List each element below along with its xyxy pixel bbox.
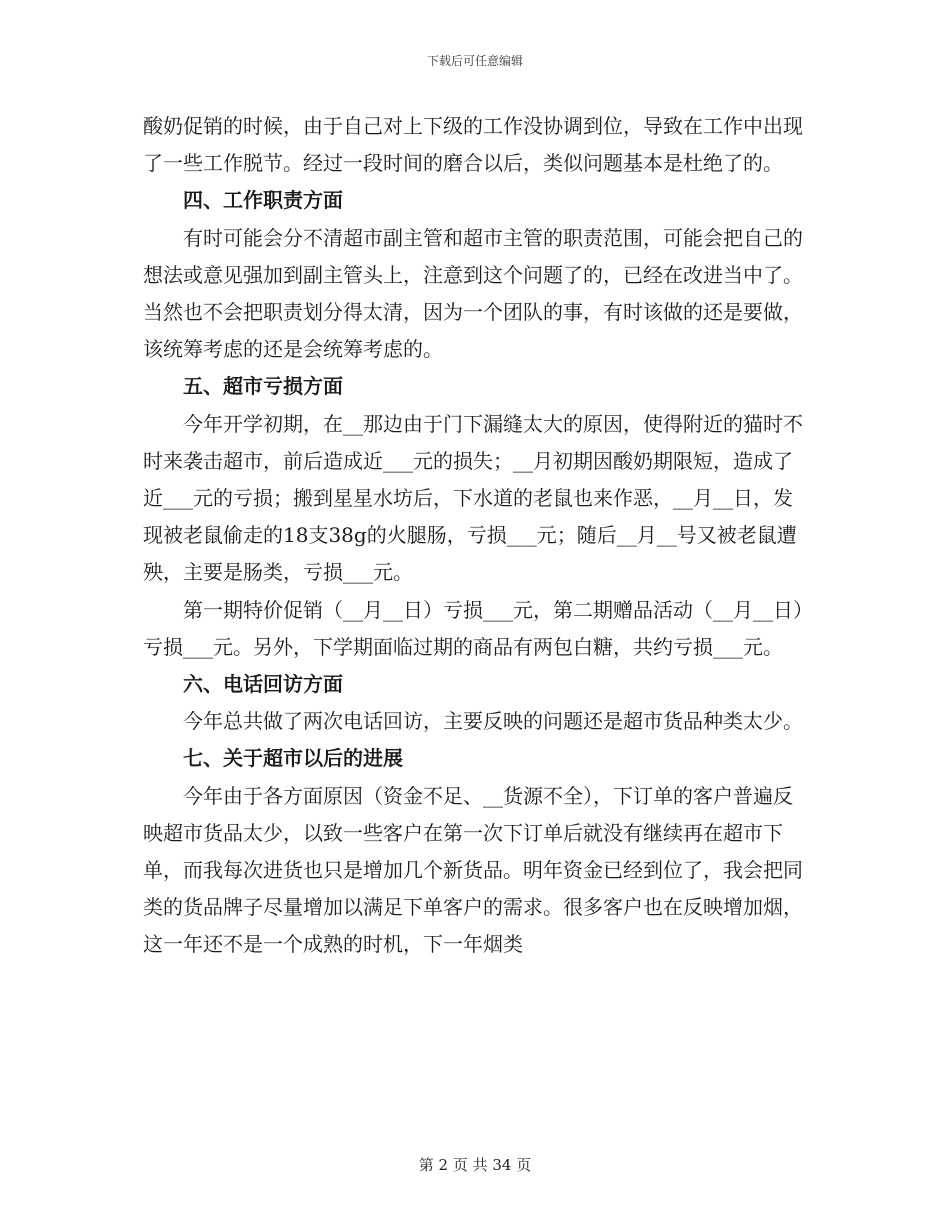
paragraph-phone-followup: 今年总共做了两次电话回访，主要反映的问题还是超市货品种类太少。 bbox=[183, 709, 803, 734]
paragraph-yogurt-coordination: 酸奶促销的时候，由于自己对上下级的工作没协调到位，导致在工作中出现了一些工作脱节。经过一段时间的磨合以后，类似问题基本是杜绝了的。 bbox=[143, 114, 803, 176]
paragraph-promotion-losses: 第一期特价促销（__月__日）亏损___元，第二期赠品活动（__月__日）亏损___元。另外，下学期面临过期的商品有两包白糖，共约亏损___元。 bbox=[143, 597, 803, 659]
page-header: 下载后可任意编辑 bbox=[426, 54, 523, 68]
section-heading-phone-followup: 六、电话回访方面 bbox=[183, 672, 343, 697]
section-heading-future-progress: 七、关于超市以后的进展 bbox=[183, 746, 403, 771]
paragraph-future-progress: 今年由于各方面原因（资金不足、__货源不全），下订单的客户普遍反映超市货品太少，以致一些客户在第一次下订单后就没有继续再在超市下单，而我每次进货也只是增加几个新货品。明年资金已经到位了，我会把同类的货品牌子尽量增加以满足下单客户的需求。很多客户也在反映增加烟，这一年还不是一个成熟的时机，下一年烟类 bbox=[143, 783, 803, 957]
paragraph-duties: 有时可能会分不清超市副主管和超市主管的职责范围，可能会把自己的想法或意见强加到副主管头上，注意到这个问题了的，已经在改进当中了。当然也不会把职责划分得太清，因为一个团队的事，有时该做的还是要做，该统筹考虑的还是会统筹考虑的。 bbox=[143, 225, 803, 362]
section-heading-losses: 五、超市亏损方面 bbox=[183, 374, 343, 399]
document-body bbox=[143, 108, 809, 964]
page-number-footer: 第 2 页 共 34 页 bbox=[418, 1156, 532, 1174]
paragraph-losses: 今年开学初期，在__那边由于门下漏缝太大的原因，使得附近的猫时不时来袭击超市，前后造成近___元的损失；__月初期因酸奶期限短，造成了近___元的亏损；搬到星星水坊后，下水道的老鼠也来作恶，__月__日，发现被老鼠偷走的18支38g的火腿肠，亏损___元；随后__月__号又被老鼠遭殃，主要是肠类，亏损___元。 bbox=[143, 411, 803, 585]
section-heading-duties: 四、工作职责方面 bbox=[183, 188, 343, 213]
